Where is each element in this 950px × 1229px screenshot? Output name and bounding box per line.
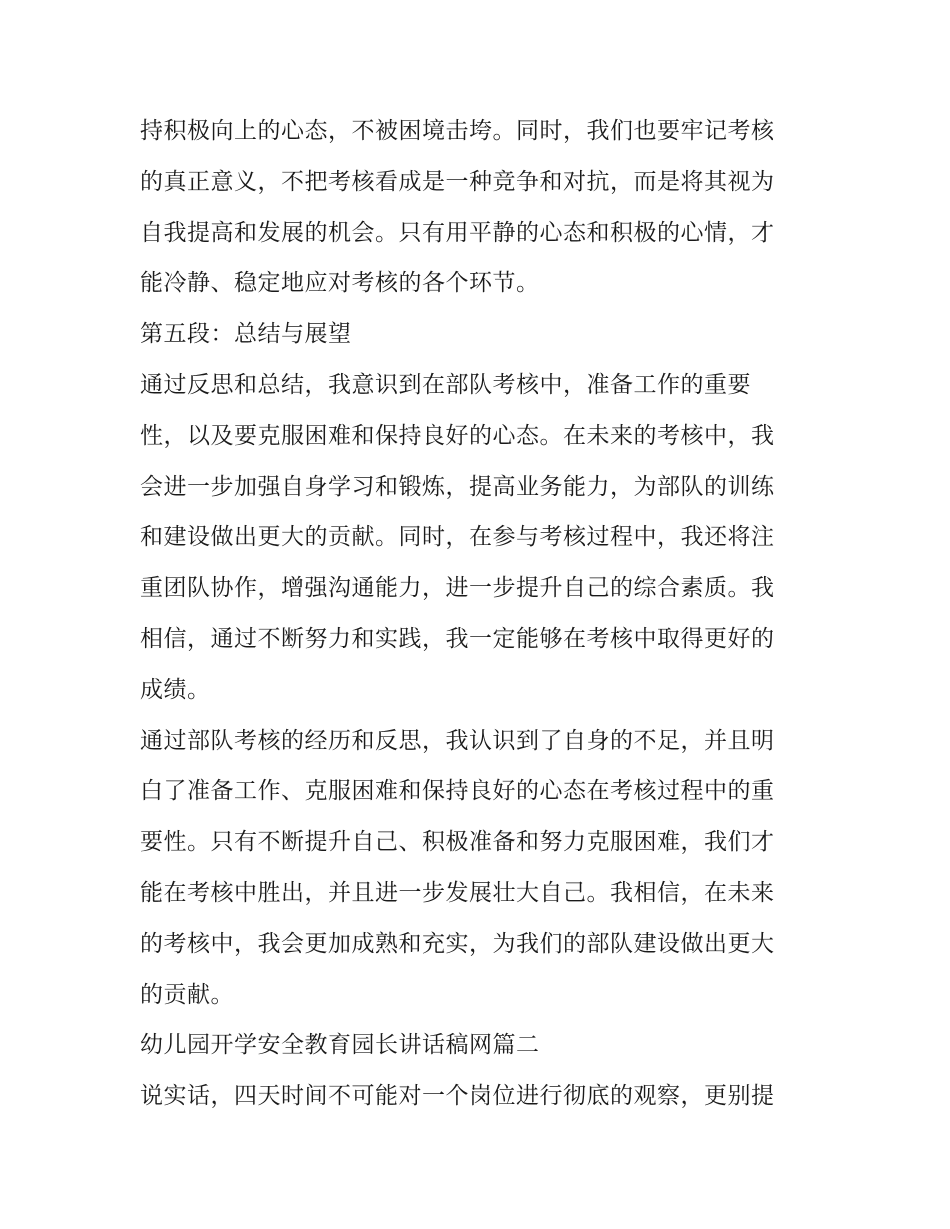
text-line: 成绩。 — [140, 676, 211, 703]
text-line: 的真正意义，不把考核看成是一种竞争和对抗，而是将其视为 — [140, 168, 775, 195]
text-line: 性，以及要克服困难和保持良好的心态。在未来的考核中，我 — [140, 422, 775, 449]
section-heading: 第五段：总结与展望 — [140, 321, 352, 348]
text-line: 的贡献。 — [140, 981, 234, 1008]
text-line: 会进一步加强自身学习和锻炼，提高业务能力，为部队的训练 — [140, 473, 775, 500]
text-line: 相信，通过不断努力和实践，我一定能够在考核中取得更好的 — [140, 625, 775, 652]
text-line: 通过反思和总结，我意识到在部队考核中，准备工作的重要 — [140, 371, 751, 398]
text-line: 的考核中，我会更加成熟和充实，为我们的部队建设做出更大 — [140, 930, 775, 957]
text-line: 重团队协作，增强沟通能力，进一步提升自己的综合素质。我 — [140, 575, 775, 602]
document-body — [140, 106, 815, 1122]
text-line: 能在考核中胜出，并且进一步发展壮大自己。我相信，在未来 — [140, 879, 775, 906]
text-line: 要性。只有不断提升自己、积极准备和努力克服困难，我们才 — [140, 829, 775, 856]
text-line: 通过部队考核的经历和反思，我认识到了自身的不足，并且明 — [140, 727, 775, 754]
text-line: 和建设做出更大的贡献。同时，在参与考核过程中，我还将注 — [140, 524, 775, 551]
text-line: 说实话，四天时间不可能对一个岗位进行彻底的观察，更别提 — [140, 1083, 775, 1110]
text-line: 持积极向上的心态，不被困境击垮。同时，我们也要牢记考核 — [140, 118, 775, 144]
text-line: 自我提高和发展的机会。只有用平静的心态和积极的心情，才 — [140, 219, 775, 246]
text-line: 白了准备工作、克服困难和保持良好的心态在考核过程中的重 — [140, 778, 775, 805]
text-line: 能冷静、稳定地应对考核的各个环节。 — [140, 270, 540, 297]
section-title: 幼儿园开学安全教育园长讲话稿网篇二 — [140, 1032, 540, 1059]
